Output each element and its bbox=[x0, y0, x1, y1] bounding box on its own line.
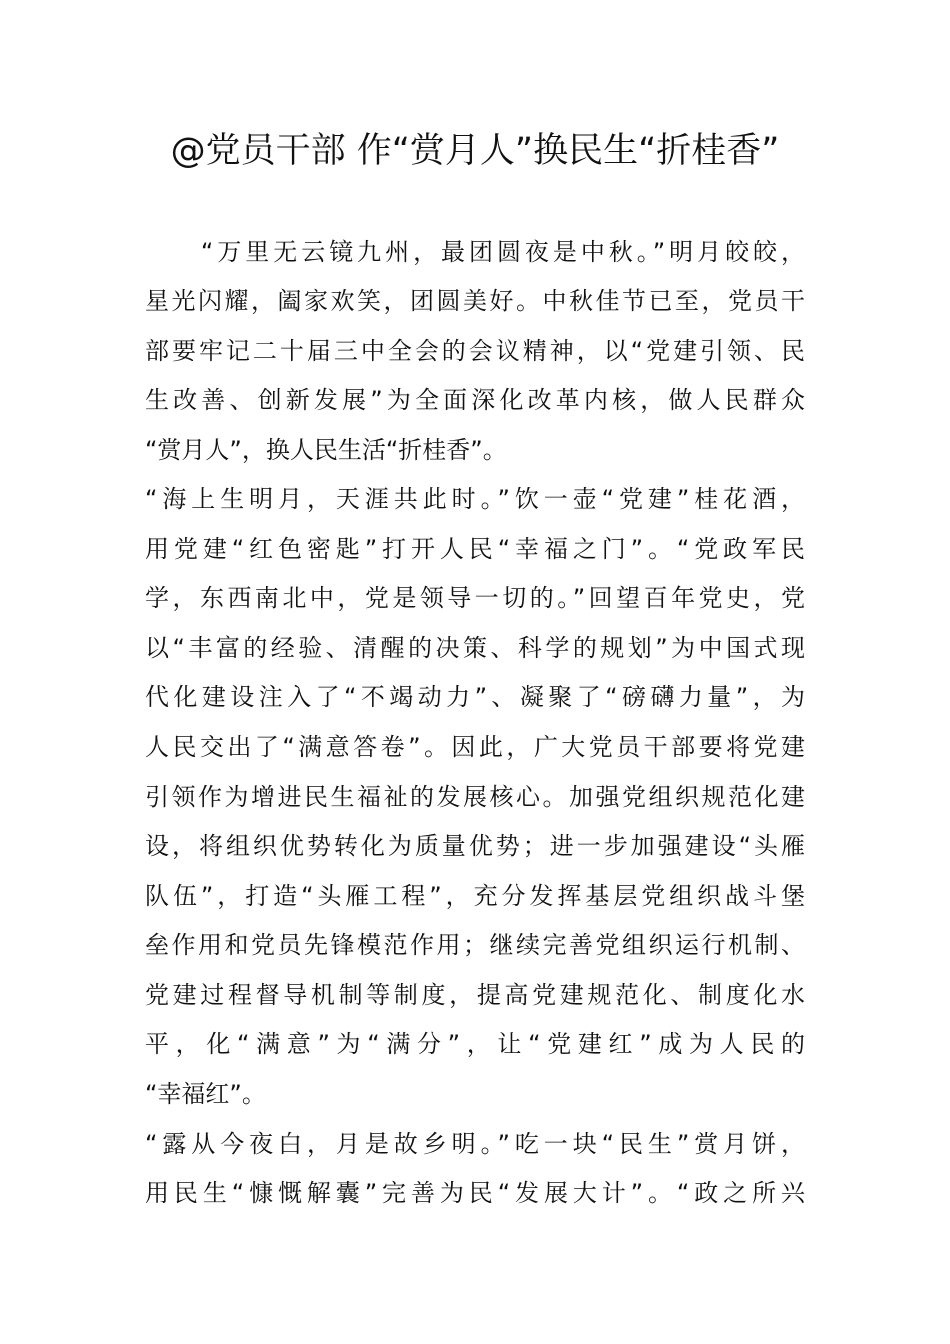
paragraph-1-line-5: “赏月人”，换人民生活“折桂香”。 bbox=[145, 436, 507, 464]
paragraph-1-line-4: 生改善、创新发展”为全面深化改革内核，做人民群众 bbox=[145, 386, 805, 414]
paragraph-2-line-4: 以“丰富的经验、清醒的决策、科学的规划”为中国式现 bbox=[145, 634, 805, 662]
paragraph-1-line-1: “万里无云镜九州，最团圆夜是中秋。”明月皎皎， bbox=[145, 238, 805, 266]
paragraph-2-line-9: 队伍”，打造“头雁工程”，充分发挥基层党组织战斗堡 bbox=[145, 882, 805, 910]
paragraph-1-line-2: 星光闪耀，阖家欢笑，团圆美好。中秋佳节已至，党员干 bbox=[145, 287, 805, 315]
document-title: @党员干部 作“赏月人”换民生“折桂香” bbox=[170, 131, 780, 171]
paragraph-1-line-3: 部要牢记二十届三中全会的会议精神，以“党建引领、民 bbox=[145, 337, 805, 365]
paragraph-2-line-3: 学，东西南北中，党是领导一切的。”回望百年党史，党 bbox=[145, 584, 805, 612]
paragraph-2-line-2: 用党建“红色密匙”打开人民“幸福之门”。“党政军民 bbox=[145, 535, 805, 563]
paragraph-2-line-12: 平，化“满意”为“满分”，让“党建红”成为人民的 bbox=[145, 1030, 805, 1058]
paragraph-3-line-1: “露从今夜白，月是故乡明。”吃一块“民生”赏月饼， bbox=[145, 1130, 805, 1158]
paragraph-2-line-10: 垒作用和党员先锋模范作用；继续完善党组织运行机制、 bbox=[145, 931, 805, 959]
paragraph-2-line-13: “幸福红”。 bbox=[145, 1080, 266, 1108]
paragraph-3-line-2: 用民生“慷慨解囊”完善为民“发展大计”。“政之所兴 bbox=[145, 1179, 805, 1207]
paragraph-2-line-6: 人民交出了“满意答卷”。因此，广大党员干部要将党建 bbox=[145, 733, 805, 761]
paragraph-2-line-1: “海上生明月，天涯共此时。”饮一壶“党建”桂花酒， bbox=[145, 485, 805, 513]
paragraph-2-line-5: 代化建设注入了“不竭动力”、凝聚了“磅礴力量”，为 bbox=[145, 683, 805, 711]
paragraph-2-line-8: 设，将组织优势转化为质量优势；进一步加强建设“头雁 bbox=[145, 832, 805, 860]
paragraph-2-line-11: 党建过程督导机制等制度，提高党建规范化、制度化水 bbox=[145, 981, 805, 1009]
paragraph-2-line-7: 引领作为增进民生福祉的发展核心。加强党组织规范化建 bbox=[145, 783, 805, 811]
